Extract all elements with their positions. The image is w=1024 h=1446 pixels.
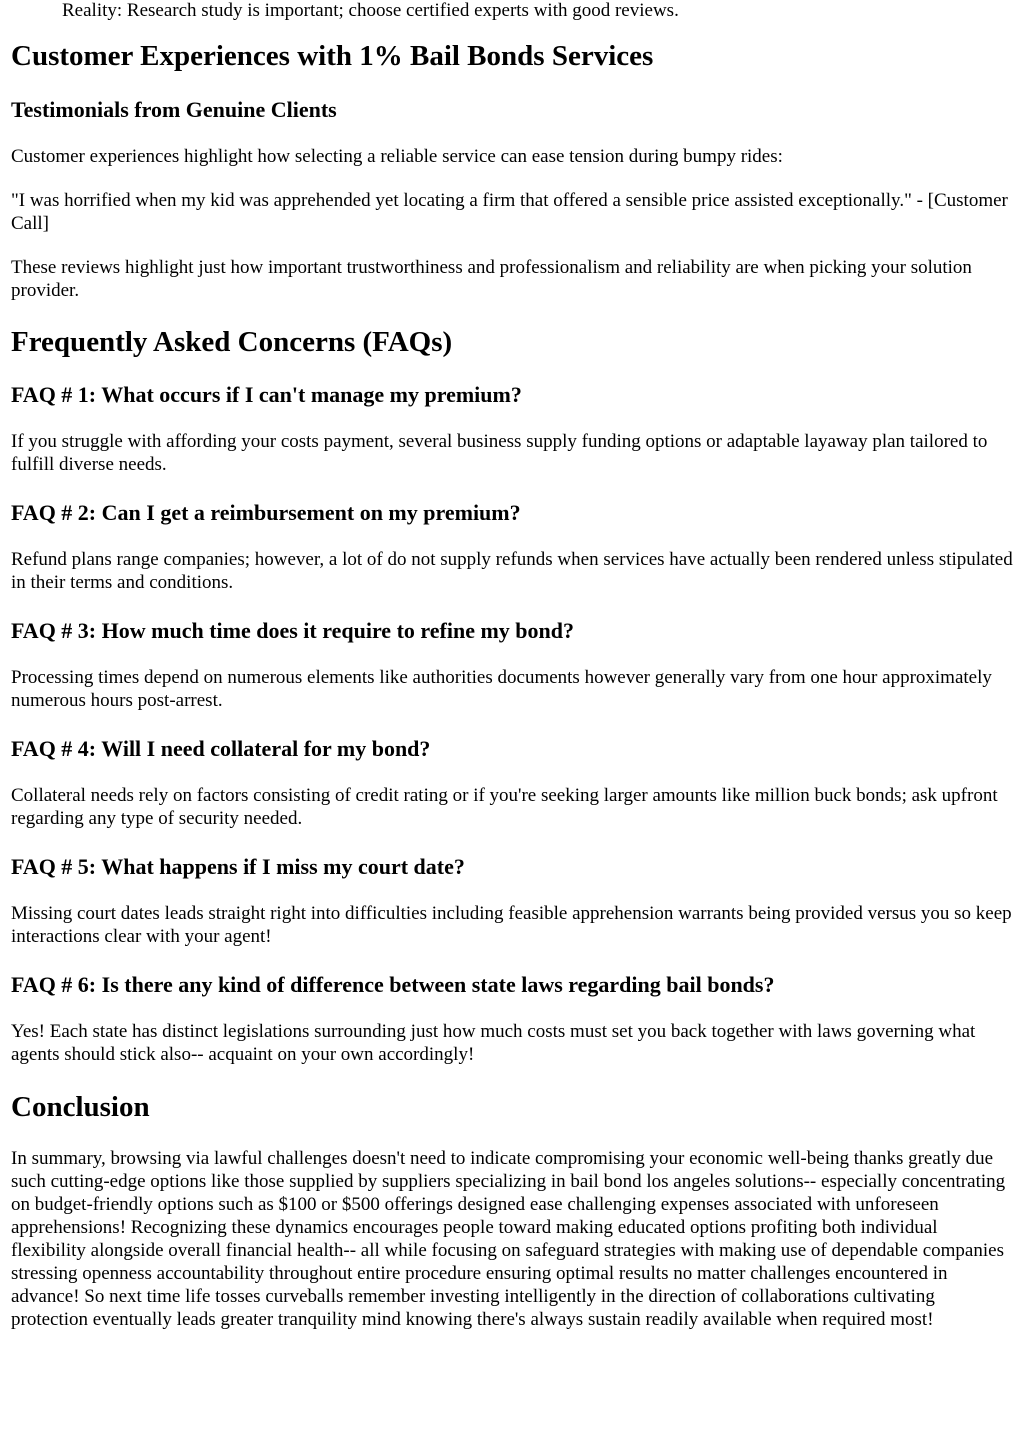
faq-heading: Frequently Asked Concerns (FAQs) xyxy=(11,326,453,358)
faq-question: FAQ # 4: Will I need collateral for my bond? xyxy=(11,736,431,761)
faq-question: FAQ # 3: How much time does it require to refine my bond? xyxy=(11,618,574,643)
faq-question: FAQ # 2: Can I get a reimbursement on my premium? xyxy=(11,500,521,525)
experiences-intro: Customer experiences highlight how selecting a reliable service can ease tension during bumpy rides: xyxy=(11,146,783,167)
faq-answer: Collateral needs rely on factors consisting of credit rating or if you're seeking larger amounts like million buck bonds; ask upfront regarding any type of security needed. xyxy=(11,785,998,829)
reviews-paragraph: These reviews highlight just how important trustworthiness and professionalism and reliability are when picking your solution provider. xyxy=(11,257,972,301)
faq-answer: If you struggle with affording your costs payment, several business supply funding options or adaptable layaway plan tailored to fulfill diverse needs. xyxy=(11,431,988,475)
conclusion-heading: Conclusion xyxy=(11,1091,150,1123)
experiences-heading: Customer Experiences with 1% Bail Bonds Services xyxy=(11,40,654,72)
faq-question: FAQ # 6: Is there any kind of difference between state laws regarding bail bonds? xyxy=(11,972,775,997)
testimonial-quote: "I was horrified when my kid was apprehended yet locating a firm that offered a sensible price assisted exceptionally." - [Customer Call] xyxy=(11,190,1008,234)
faq-answer: Missing court dates leads straight right into difficulties including feasible apprehension warrants being provided versus you so keep interactions clear with your agent! xyxy=(11,903,1012,947)
faq-answer: Processing times depend on numerous elements like authorities documents however generally vary from one hour approximately numerous hours post-arrest. xyxy=(11,667,992,711)
faq-answer: Yes! Each state has distinct legislations surrounding just how much costs must set you back together with laws governing what agents should stick also-- acquaint on your own accordingly! xyxy=(11,1021,976,1065)
faq-answer: Refund plans range companies; however, a lot of do not supply refunds when services have actually been rendered unless stipulated in their terms and conditions. xyxy=(11,549,1013,593)
faq-question: FAQ # 1: What occurs if I can't manage my premium? xyxy=(11,382,522,407)
reality-line: Reality: Research study is important; choose certified experts with good reviews. xyxy=(62,0,679,21)
conclusion-body: In summary, browsing via lawful challenges doesn't need to indicate compromising your economic well-being thanks greatly due such cutting-edge options like those supplied by suppliers specializing in bail bond los angeles solutions-- especially concentrating on budget-friendly options such as $100 or $500 offerings designed ease challenging expenses associated with unforeseen apprehensions! Recognizing these dynamics encourages people toward making educated options profiting both individual flexibility alongside overall financial health-- all while focusing on safeguard strategies with making use of dependable companies stressing openness accountability throughout entire procedure ensuring optimal results no matter challenges encountered in advance! So next time life tosses curveballs remember investing intelligently in the direction of collaborations cultivating protection eventually leads greater tranquility mind knowing there's always sustain readily available when required most! xyxy=(11,1148,1006,1330)
testimonials-subheading: Testimonials from Genuine Clients xyxy=(11,97,337,122)
faq-question: FAQ # 5: What happens if I miss my court date? xyxy=(11,854,465,879)
